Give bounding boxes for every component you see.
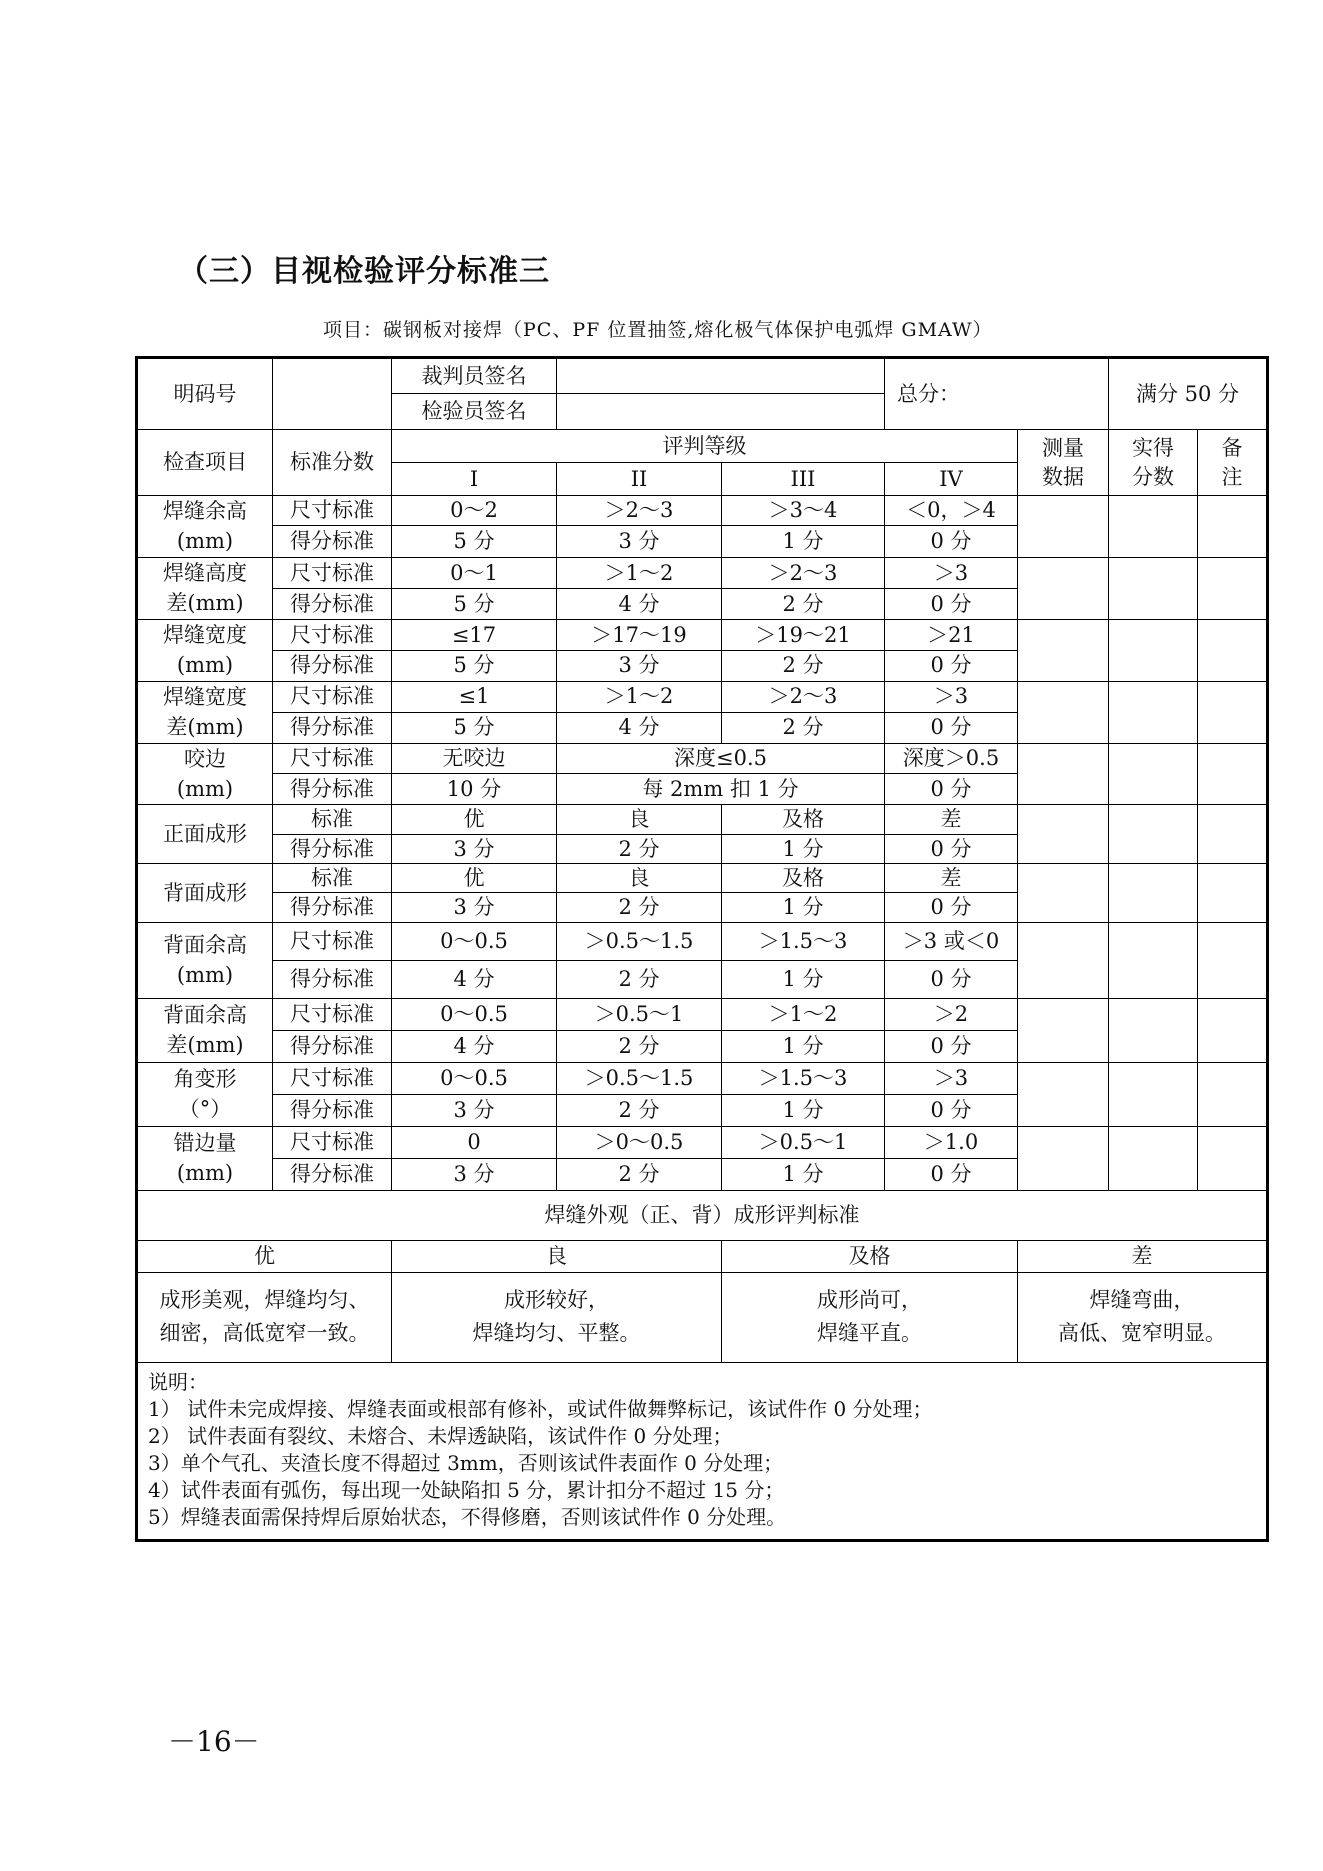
size-value: ≤1 xyxy=(392,681,557,712)
score-standard-label: 得分标准 xyxy=(273,525,392,557)
notes-section xyxy=(137,1362,1268,1540)
size-value: ＞3～4 xyxy=(722,496,885,526)
inspection-item-name: 焊缝宽度 差(mm) xyxy=(137,681,273,743)
actual-score-cell[interactable] xyxy=(1109,743,1198,805)
size-value: 优 xyxy=(392,805,557,834)
size-value: ＞0～0.5 xyxy=(557,1126,722,1158)
appearance-desc-excellent: 成形美观，焊缝均匀、 细密，高低宽窄一致。 xyxy=(137,1272,392,1362)
score-value: 4 分 xyxy=(392,960,557,998)
size-value: ＞0.5～1 xyxy=(557,998,722,1030)
size-value: 及格 xyxy=(722,805,885,834)
score-value: 2 分 xyxy=(722,650,885,681)
remark-cell[interactable] xyxy=(1198,619,1268,681)
judge-sign-cell[interactable] xyxy=(557,358,885,394)
inspection-item-name: 背面余高 (mm) xyxy=(137,922,273,998)
measure-data-cell[interactable] xyxy=(1018,805,1109,864)
score-value: 1 分 xyxy=(722,1030,885,1062)
size-value: ＞1.5～3 xyxy=(722,1062,885,1094)
size-standard-label: 尺寸标准 xyxy=(273,681,392,712)
measure-data-cell[interactable] xyxy=(1018,681,1109,743)
measure-data-cell[interactable] xyxy=(1018,619,1109,681)
size-standard-label: 尺寸标准 xyxy=(273,619,392,650)
inspection-item-name: 背面成形 xyxy=(137,864,273,923)
remark-label: 备 注 xyxy=(1198,430,1268,496)
score-value: 0 分 xyxy=(885,1094,1018,1126)
score-value: 3 分 xyxy=(557,650,722,681)
score-standard-label: 得分标准 xyxy=(273,1094,392,1126)
remark-cell[interactable] xyxy=(1198,864,1268,923)
inspection-item-name: 角变形 （°） xyxy=(137,1062,273,1126)
size-value: ＞3 或＜0 xyxy=(885,922,1018,960)
code-value-cell[interactable] xyxy=(273,358,392,430)
size-value: ＞3 xyxy=(885,681,1018,712)
score-value: 0 分 xyxy=(885,588,1018,619)
score-standard-label: 得分标准 xyxy=(273,893,392,922)
size-value: ＞0.5～1.5 xyxy=(557,1062,722,1094)
actual-score-cell[interactable] xyxy=(1109,1062,1198,1126)
actual-score-cell[interactable] xyxy=(1109,998,1198,1062)
appearance-level-excellent: 优 xyxy=(137,1240,392,1272)
remark-cell[interactable] xyxy=(1198,805,1268,864)
appearance-desc-pass: 成形尚可， 焊缝平直。 xyxy=(722,1272,1018,1362)
note-item: 1） 试件未完成焊接、焊缝表面或根部有修补，或试件做舞弊标记，该试件作 0 分处理； xyxy=(148,1396,933,1421)
size-value: ＞1～2 xyxy=(722,998,885,1030)
size-value: ＞2～3 xyxy=(722,557,885,588)
score-standard-label: 得分标准 xyxy=(273,960,392,998)
size-value: 0～1 xyxy=(392,557,557,588)
actual-score-cell[interactable] xyxy=(1109,496,1198,558)
size-value: ＞2～3 xyxy=(557,496,722,526)
measure-data-cell[interactable] xyxy=(1018,998,1109,1062)
score-value: 10 分 xyxy=(392,774,557,805)
measure-data-cell[interactable] xyxy=(1018,496,1109,558)
grade-i: I xyxy=(392,463,557,496)
size-standard-label: 尺寸标准 xyxy=(273,998,392,1030)
size-value: 良 xyxy=(557,864,722,893)
inspection-item-name: 咬边 (mm) xyxy=(137,743,273,805)
size-value: ＞2 xyxy=(885,998,1018,1030)
score-value: 2 分 xyxy=(557,1030,722,1062)
measure-data-cell[interactable] xyxy=(1018,1126,1109,1190)
inspection-item-name: 焊缝宽度 (mm) xyxy=(137,619,273,681)
measure-data-cell[interactable] xyxy=(1018,743,1109,805)
score-value: 0 分 xyxy=(885,1030,1018,1062)
actual-score-cell[interactable] xyxy=(1109,557,1198,619)
actual-label: 实得 分数 xyxy=(1109,430,1198,496)
appearance-level-good: 良 xyxy=(392,1240,722,1272)
inspection-item-name: 正面成形 xyxy=(137,805,273,864)
inspection-item-name: 错边量 (mm) xyxy=(137,1126,273,1190)
note-item: 2） 试件表面有裂纹、未熔合、未焊透缺陷，该试件作 0 分处理； xyxy=(148,1423,733,1448)
size-value: ＞1.5～3 xyxy=(722,922,885,960)
note-item: 3）单个气孔、夹渣长度不得超过 3mm，否则该试件表面作 0 分处理； xyxy=(148,1450,784,1475)
score-value: 0 分 xyxy=(885,774,1018,805)
inspector-sign-label: 检验员签名 xyxy=(392,394,557,430)
score-value: 5 分 xyxy=(392,588,557,619)
item-label: 检查项目 xyxy=(137,430,273,496)
size-standard-label: 尺寸标准 xyxy=(273,1062,392,1094)
measure-label: 测量 数据 xyxy=(1018,430,1109,496)
score-value: 4 分 xyxy=(392,1030,557,1062)
actual-score-cell[interactable] xyxy=(1109,922,1198,998)
score-value: 4 分 xyxy=(557,712,722,743)
score-value: 0 分 xyxy=(885,834,1018,863)
size-value: 良 xyxy=(557,805,722,834)
grade-iii: III xyxy=(722,463,885,496)
appearance-desc-good: 成形较好， 焊缝均匀、平整。 xyxy=(392,1272,722,1362)
appearance-title: 焊缝外观（正、背）成形评判标准 xyxy=(137,1190,1268,1240)
std-score-label: 标准分数 xyxy=(273,430,392,496)
measure-data-cell[interactable] xyxy=(1018,922,1109,998)
score-value: 3 分 xyxy=(392,834,557,863)
size-value: ＞3 xyxy=(885,1062,1018,1094)
score-value: 1 分 xyxy=(722,960,885,998)
size-value: ＞0.5～1 xyxy=(722,1126,885,1158)
score-standard-label: 得分标准 xyxy=(273,712,392,743)
appearance-level-poor: 差 xyxy=(1018,1240,1268,1272)
score-value: 1 分 xyxy=(722,525,885,557)
remark-cell[interactable] xyxy=(1198,998,1268,1062)
size-standard-label: 尺寸标准 xyxy=(273,1126,392,1158)
page-title: （三）目视检验评分标准三 xyxy=(178,254,550,289)
score-standard-label: 得分标准 xyxy=(273,588,392,619)
size-value: 0～0.5 xyxy=(392,998,557,1030)
score-value: 3 分 xyxy=(392,1094,557,1126)
score-standard-label: 得分标准 xyxy=(273,1030,392,1062)
measure-data-cell[interactable] xyxy=(1018,864,1109,923)
remark-cell[interactable] xyxy=(1198,681,1268,743)
grade-label: 评判等级 xyxy=(392,430,1018,463)
size-value: ＞3 xyxy=(885,557,1018,588)
size-value: 深度≤0.5 xyxy=(557,743,885,774)
score-value: 2 分 xyxy=(557,834,722,863)
size-value: ＜0，＞4 xyxy=(885,496,1018,526)
score-value: 3 分 xyxy=(557,525,722,557)
score-value: 3 分 xyxy=(392,1158,557,1190)
score-value: 1 分 xyxy=(722,1094,885,1126)
note-item: 5）焊缝表面需保持焊后原始状态，不得修磨，否则该试件作 0 分处理。 xyxy=(148,1504,787,1529)
score-value: 1 分 xyxy=(722,1158,885,1190)
score-value: 4 分 xyxy=(557,588,722,619)
page-number: －16－ xyxy=(168,1725,260,1758)
size-value: 0～2 xyxy=(392,496,557,526)
size-standard-label: 尺寸标准 xyxy=(273,743,392,774)
notes-heading: 说明： xyxy=(148,1369,208,1394)
size-value: 0～0.5 xyxy=(392,922,557,960)
size-value: 0 xyxy=(392,1126,557,1158)
project-subtitle: 项目：碳钢板对接焊（PC、PF 位置抽签,熔化极气体保护电弧焊 GMAW） xyxy=(323,319,993,341)
score-standard-label: 得分标准 xyxy=(273,774,392,805)
total-score-label: 总分： xyxy=(885,358,1109,430)
size-standard-label: 标准 xyxy=(273,864,392,893)
measure-data-cell[interactable] xyxy=(1018,557,1109,619)
size-value: ＞0.5～1.5 xyxy=(557,922,722,960)
size-value: 深度＞0.5 xyxy=(885,743,1018,774)
size-value: 优 xyxy=(392,864,557,893)
inspection-item-name: 背面余高 差(mm) xyxy=(137,998,273,1062)
scoring-table xyxy=(135,356,1269,1542)
score-value: 2 分 xyxy=(722,712,885,743)
grade-iv: IV xyxy=(885,463,1018,496)
size-standard-label: 标准 xyxy=(273,805,392,834)
size-standard-label: 尺寸标准 xyxy=(273,922,392,960)
score-value: 1 分 xyxy=(722,834,885,863)
remark-cell[interactable] xyxy=(1198,496,1268,558)
size-value: ＞1～2 xyxy=(557,557,722,588)
score-value: 2 分 xyxy=(557,1094,722,1126)
actual-score-cell[interactable] xyxy=(1109,1126,1198,1190)
judge-sign-label: 裁判员签名 xyxy=(392,358,557,394)
remark-cell[interactable] xyxy=(1198,922,1268,998)
score-value: 5 分 xyxy=(392,650,557,681)
score-value: 每 2mm 扣 1 分 xyxy=(557,774,885,805)
size-value: ＞1.0 xyxy=(885,1126,1018,1158)
actual-score-cell[interactable] xyxy=(1109,681,1198,743)
inspector-sign-cell[interactable] xyxy=(557,394,885,430)
code-label: 明码号 xyxy=(137,358,273,430)
score-value: 3 分 xyxy=(392,893,557,922)
size-standard-label: 尺寸标准 xyxy=(273,557,392,588)
size-value: ＞21 xyxy=(885,619,1018,650)
score-standard-label: 得分标准 xyxy=(273,834,392,863)
full-score-label: 满分 50 分 xyxy=(1109,358,1268,430)
remark-cell[interactable] xyxy=(1198,1062,1268,1126)
score-standard-label: 得分标准 xyxy=(273,1158,392,1190)
size-value: ＞2～3 xyxy=(722,681,885,712)
score-value: 5 分 xyxy=(392,712,557,743)
size-value: ≤17 xyxy=(392,619,557,650)
remark-cell[interactable] xyxy=(1198,1126,1268,1190)
size-value: 无咬边 xyxy=(392,743,557,774)
score-value: 2 分 xyxy=(557,893,722,922)
actual-score-cell[interactable] xyxy=(1109,864,1198,923)
score-value: 2 分 xyxy=(722,588,885,619)
size-standard-label: 尺寸标准 xyxy=(273,496,392,526)
size-value: ＞17～19 xyxy=(557,619,722,650)
size-value: 差 xyxy=(885,805,1018,834)
size-value: ＞1～2 xyxy=(557,681,722,712)
size-value: ＞19～21 xyxy=(722,619,885,650)
score-value: 1 分 xyxy=(722,893,885,922)
score-value: 5 分 xyxy=(392,525,557,557)
score-value: 0 分 xyxy=(885,712,1018,743)
score-value: 0 分 xyxy=(885,650,1018,681)
size-value: 及格 xyxy=(722,864,885,893)
inspection-item-name: 焊缝余高 (mm) xyxy=(137,496,273,558)
score-value: 2 分 xyxy=(557,960,722,998)
score-standard-label: 得分标准 xyxy=(273,650,392,681)
score-value: 0 分 xyxy=(885,893,1018,922)
remark-cell[interactable] xyxy=(1198,557,1268,619)
score-value: 0 分 xyxy=(885,1158,1018,1190)
inspection-item-name: 焊缝高度 差(mm) xyxy=(137,557,273,619)
actual-score-cell[interactable] xyxy=(1109,805,1198,864)
score-value: 0 分 xyxy=(885,525,1018,557)
remark-cell[interactable] xyxy=(1198,743,1268,805)
score-value: 2 分 xyxy=(557,1158,722,1190)
actual-score-cell[interactable] xyxy=(1109,619,1198,681)
appearance-level-pass: 及格 xyxy=(722,1240,1018,1272)
appearance-desc-poor: 焊缝弯曲， 高低、宽窄明显。 xyxy=(1018,1272,1268,1362)
measure-data-cell[interactable] xyxy=(1018,1062,1109,1126)
size-value: 0～0.5 xyxy=(392,1062,557,1094)
note-item: 4）试件表面有弧伤，每出现一处缺陷扣 5 分，累计扣分不超过 15 分； xyxy=(148,1477,785,1502)
grade-ii: II xyxy=(557,463,722,496)
size-value: 差 xyxy=(885,864,1018,893)
score-value: 0 分 xyxy=(885,960,1018,998)
